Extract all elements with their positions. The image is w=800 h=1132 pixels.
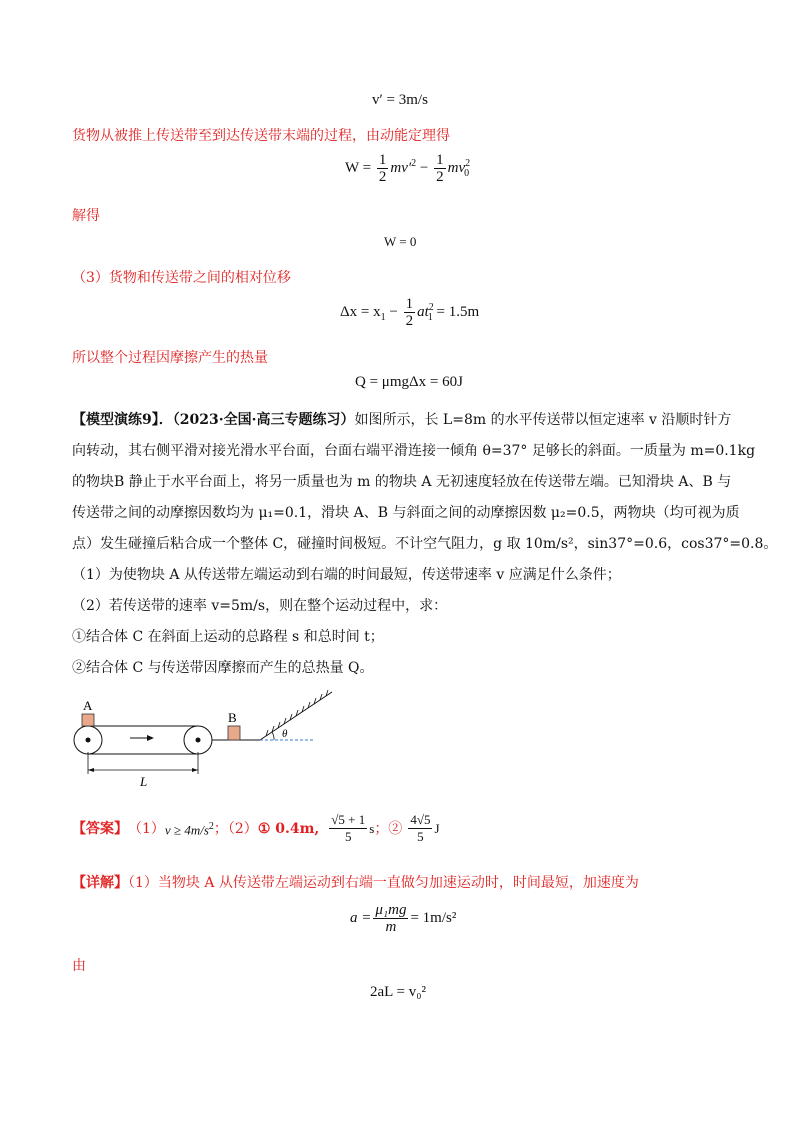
problem-source: ．（2023·全国·高三专题练习） [158, 412, 355, 428]
equation-final: 2aL = v₀² [370, 984, 426, 1000]
equation-v-prime: v′ = 3m/s [372, 92, 428, 108]
block-b [228, 726, 240, 740]
problem-line: 向转动，其右侧平滑对接光滑水平台面，台面右端平滑连接一倾角 θ=37° 足够长的斜面。一质量为 m=0.1kg [72, 443, 756, 459]
frac-num: 1 [378, 152, 387, 168]
equation-w-zero: W = 0 [384, 234, 417, 249]
frac-num: 1 [405, 296, 414, 312]
frac-num: √5 + 1 [331, 812, 366, 827]
problem-tag: 【模型演练9】 [72, 412, 159, 428]
angle-arc [272, 732, 274, 740]
arrow-head [147, 735, 154, 741]
detail-tag: 【详解】 [72, 875, 128, 891]
text-solve: 解得 [72, 208, 100, 224]
equation-delta-x [340, 296, 479, 329]
problem-first-line [72, 410, 731, 430]
eq-a-rhs: = 1m/s² [410, 910, 457, 926]
problem-line: 点）发生碰撞后粘合成一个整体 C，碰撞时间极短。不计空气阻力，g 取 10m/s²，sin37°=0.6，cos37°=0.8。 [72, 536, 778, 552]
eq-dx-rhs: = 1.5m [436, 303, 480, 320]
problem-question-2: （2）若传送带的速率 v=5m/s，则在整个运动过程中，求： [72, 598, 448, 614]
eq-dx-lhs: Δx = x [340, 303, 381, 320]
dim-arrow-right [192, 768, 198, 772]
answer-line [72, 812, 440, 845]
problem-question-2a: ①结合体 C 在斜面上运动的总路程 s 和总时间 t； [72, 629, 384, 645]
answer-distance: ① 0.4m, [257, 820, 320, 837]
eq-work-term2: mv [447, 159, 466, 176]
answer-v-exp: 2 [208, 820, 214, 832]
frac-num: 1 [436, 152, 444, 168]
equation-work [345, 152, 469, 185]
problem-question-2b: ②结合体 C 与传送带因摩擦而产生的总热量 Q。 [72, 660, 374, 676]
frac-den: 2 [405, 313, 414, 329]
label-a: A [83, 698, 93, 713]
answer-v-condition [165, 817, 214, 840]
label-l: L [140, 774, 148, 789]
incline-hatching [266, 690, 328, 736]
answer-heat-unit: J [434, 820, 440, 836]
answer-heat-fraction [408, 812, 432, 845]
answer-separator: ；（2） [213, 820, 258, 837]
minus-sign: − [389, 303, 398, 320]
label-b: B [228, 710, 237, 725]
eq-dx-term: at [417, 303, 429, 320]
equation-acceleration [350, 902, 456, 935]
answer-separator: ；② [374, 820, 403, 837]
eq-work-lhs: W = [345, 159, 372, 176]
right-pulley-axle [196, 738, 201, 743]
answer-time-unit: s [369, 820, 375, 836]
text-kinetic-theorem: 货物从被推上传送带至到达传送带末端的过程，由动能定理得 [72, 128, 450, 144]
eq-dx-term-exp: 2 [428, 301, 434, 313]
answer-time-fraction [329, 812, 367, 845]
problem-line: 如图所示，长 L=8m 的水平传送带以恒定速率 v 沿顺时针方 [354, 412, 732, 428]
answer-tag: 【答案】 [72, 820, 128, 837]
text-relative-displacement: （3）货物和传送带之间的相对位移 [72, 270, 291, 286]
frac-den: m [385, 919, 397, 935]
minus-sign: − [419, 159, 429, 176]
eq-work-term1-exp: 2 [411, 157, 417, 169]
detail-text: （1）当物块 A 从传送带左端运动到右端一直做匀加速运动时，时间最短，加速度为 [128, 875, 639, 891]
eq-work-term2-sub: 0 [464, 167, 470, 179]
label-theta: θ [282, 728, 288, 740]
eq-dx-lhs-sub: 1 [380, 311, 386, 323]
eq-work-term2-exp: 2 [465, 157, 471, 169]
conveyor-figure [70, 690, 350, 790]
detail-line [72, 873, 639, 893]
problem-question-1: （1）为使物块 A 从传送带左端运动到右端的时间最短，传送带速率 v 应满足什么条件； [72, 567, 621, 583]
text-from: 由 [72, 958, 86, 974]
problem-line: 传送带之间的动摩擦因数均为 μ₁=0.1，滑块 A、B 与斜面之间的动摩擦因数 μ₂=0.5，两物块（均可视为质 [72, 505, 740, 521]
dim-arrow-left [88, 768, 94, 772]
eq-work-term1: mv′ [390, 159, 412, 176]
eq-dx-term-sub: 1 [427, 311, 433, 323]
answer-part1-label: （1） [128, 820, 165, 837]
left-pulley-axle [86, 738, 91, 743]
frac-num: 4√5 [410, 812, 431, 827]
problem-line: 的物块B 静止于水平台面上，将另一质量也为 m 的物块 A 无初速度轻放在传送带左端。已知滑块 A、B 与 [72, 474, 732, 490]
frac-den: 2 [436, 169, 444, 185]
text-heat: 所以整个过程因摩擦产生的热量 [72, 350, 268, 366]
frac-den: 2 [378, 169, 387, 185]
frac-num: μ₁mg [375, 902, 407, 918]
frac-den: 5 [417, 829, 424, 844]
frac-den: 5 [345, 829, 352, 844]
answer-v-text: v ≥ 4m/s [164, 822, 209, 838]
equation-heat-q: Q = μmgΔx = 60J [355, 374, 463, 390]
eq-a-lhs: a = [350, 910, 372, 926]
block-a [82, 714, 94, 726]
